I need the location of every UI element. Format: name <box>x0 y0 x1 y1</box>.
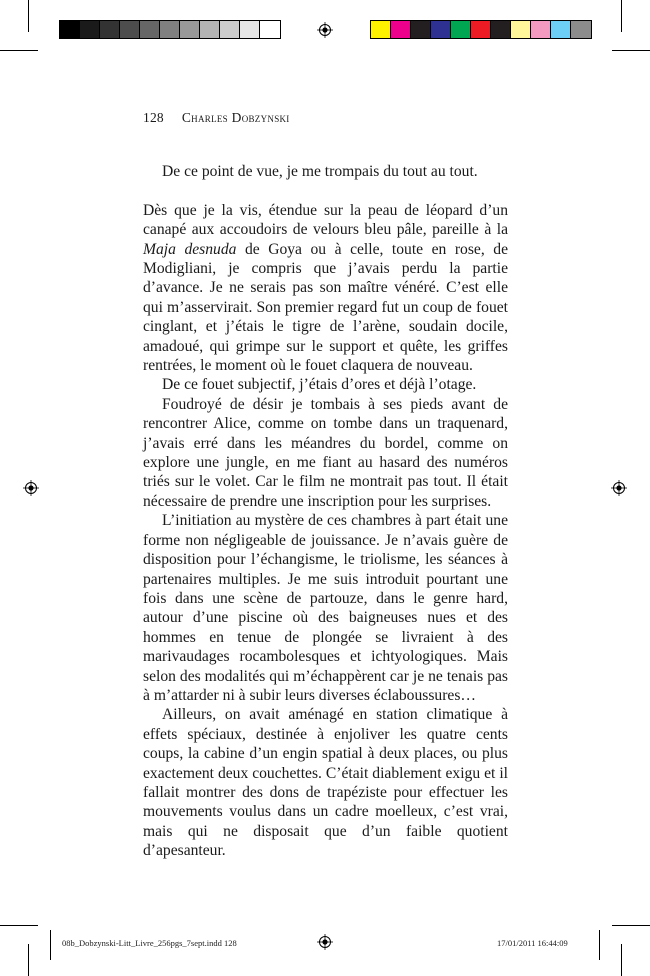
crop-mark-bottom-right-horizontal <box>612 925 650 926</box>
slug-mark-right <box>599 930 600 960</box>
running-head-author: Charles Dobzynski <box>181 110 290 125</box>
color-swatch-4 <box>431 21 451 38</box>
crop-mark-top-right-horizontal <box>612 50 650 51</box>
paragraph-1-text-after: de Goya ou à celle, toute en rose, de Modigliani, je compris que j’avais perdu la partie d’avance. Je ne serais pas son maître vénéré. C’est elle qui m’asservirait. Son premier regard fut un coup de fouet cinglant, et j’étais le tigre de l’arène, soudain docile, amadoué, qui grimpe sur le support et quête, les griffes rentrées, le moment où le fouet claquera de nouveau. <box>143 240 508 375</box>
crop-mark-bottom-right-vertical <box>621 944 622 976</box>
registration-mark-bottom-icon <box>317 934 333 950</box>
gray-swatch-4 <box>120 21 140 38</box>
registration-mark-top-icon <box>317 22 333 38</box>
crop-mark-top-left-vertical <box>28 0 29 32</box>
grayscale-color-bar <box>59 20 281 39</box>
gray-swatch-10 <box>240 21 260 38</box>
paragraph-1 <box>143 201 508 376</box>
color-swatch-2 <box>391 21 411 38</box>
paragraph-2: De ce fouet subjectif, j’étais d’ores et déjà l’otage. <box>162 376 477 394</box>
print-timestamp: 17/01/2011 16:44:09 <box>497 938 568 948</box>
crop-mark-bottom-left-horizontal <box>0 925 38 926</box>
paragraph-1-text-before: Dès que je la vis, étendue sur la peau de léopard d’un canapé aux accoudoirs de velours bleu pâle, pareille à la <box>143 201 508 239</box>
paragraph-3: Foudroyé de désir je tombais à ses pieds avant de rencontrer Alice, comme on tombe dans un traquenard, j’avais erré dans les méandres du bordel, comme on explore une jungle, en me fiant au hasard des numéros triés sur le volet. Car le film ne montrait pas tout. Il était nécessaire de prendre une inscription pour les surprises. <box>143 395 508 510</box>
gray-swatch-1 <box>60 21 80 38</box>
slug-mark-left <box>50 930 51 960</box>
running-head <box>143 110 290 126</box>
color-swatch-8 <box>511 21 531 38</box>
paragraph-4: L’initiation au mystère de ces chambres à part était une forme non négligeable de jouissance. Je n’avais guère de disposition pour l’échangisme, le triolisme, les séances à partenaires multiples. Je me suis introduit pourtant une fois dans une scène de partouze, dans le genre hard, autour d’une piscine où des baigneuses nues et des hommes en tenue de plongée se livraient à des marivaudages rocambolesques et ichtyologiques. Mais selon des modalités qui m’échappèrent car je ne tenais pas à m’attarder ni à subir leurs diverses éclaboussures… <box>143 512 508 704</box>
file-slug: 08b_Dobzynski-Litt_Livre_256pgs_7sept.indd 128 <box>62 938 237 948</box>
color-swatch-6 <box>471 21 491 38</box>
process-color-bar <box>370 20 592 39</box>
color-swatch-9 <box>531 21 551 38</box>
gray-swatch-3 <box>100 21 120 38</box>
lead-paragraph: De ce point de vue, je me trompais du tout au tout. <box>162 163 478 180</box>
color-swatch-1 <box>371 21 391 38</box>
body-text <box>143 162 508 861</box>
paragraph-5: Ailleurs, on avait aménagé en station climatique à effets spéciaux, destinée à enjoliver les quatre cents coups, la cabine d’un engin spatial à deux places, ou plus exactement deux couchettes. C’était diablement exigu et il fallait montrer des dons de trapéziste pour effectuer les mouvements voulus dans un cadre moelleux, c’est vrai, mais qui ne disposait que d’un faible quotient d’apesanteur. <box>143 706 508 860</box>
gray-swatch-7 <box>180 21 200 38</box>
gray-swatch-8 <box>200 21 220 38</box>
registration-mark-left-icon <box>23 480 39 496</box>
color-swatch-5 <box>451 21 471 38</box>
registration-mark-right-icon <box>611 480 627 496</box>
gray-swatch-5 <box>140 21 160 38</box>
gray-swatch-9 <box>220 21 240 38</box>
color-swatch-11 <box>571 21 591 38</box>
color-swatch-7 <box>491 21 511 38</box>
color-swatch-3 <box>411 21 431 38</box>
crop-mark-top-left-horizontal <box>0 50 38 51</box>
color-swatch-10 <box>551 21 571 38</box>
gray-swatch-6 <box>160 21 180 38</box>
crop-mark-bottom-left-vertical <box>28 944 29 976</box>
page-number: 128 <box>143 110 164 125</box>
gray-swatch-11 <box>260 21 280 38</box>
artwork-title: Maja desnuda <box>143 240 237 258</box>
crop-mark-top-right-vertical <box>621 0 622 32</box>
gray-swatch-2 <box>80 21 100 38</box>
